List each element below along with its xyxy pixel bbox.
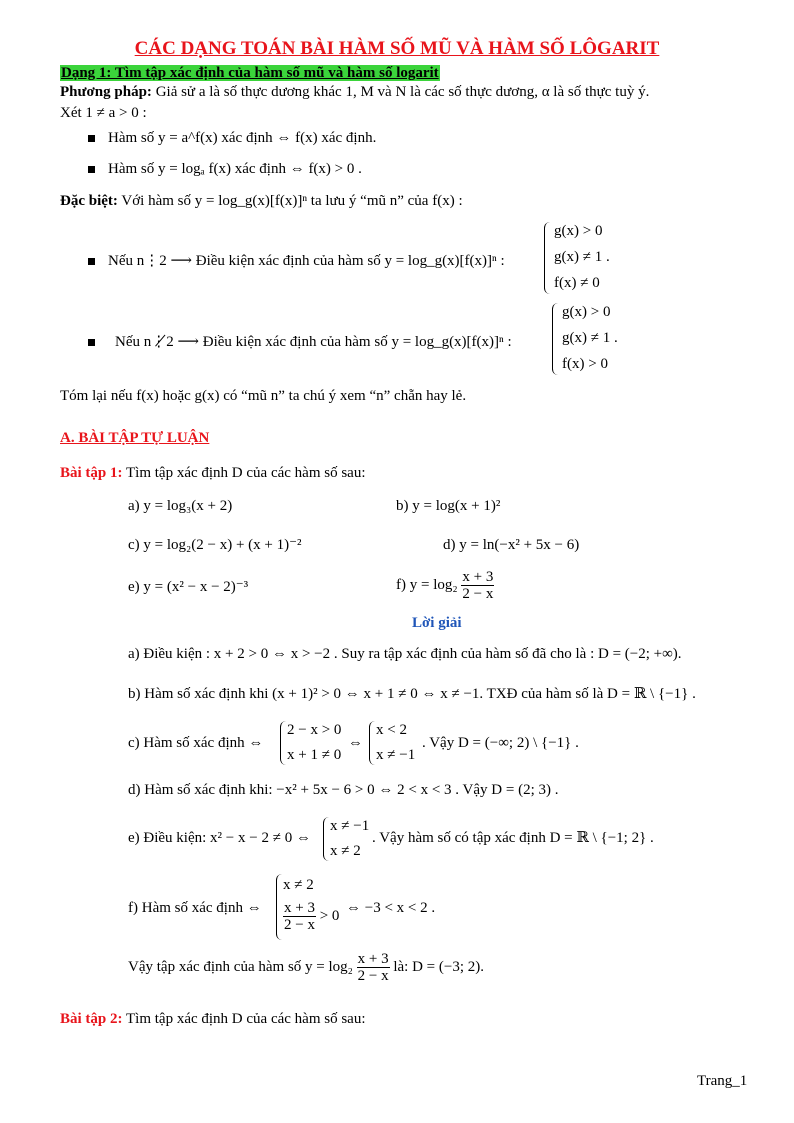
- case-1-condition-1: g(x) > 0: [554, 223, 603, 239]
- case-2-condition-3: f(x) > 0: [562, 356, 608, 372]
- solution-d: d) Hàm số xác định khi: −x² + 5x − 6 > 0 ⇔ 2 < x < 3 . Vậy D = (2; 3) .: [128, 782, 559, 798]
- special-case-1: Nếu n⋮2 ⟶ Điều kiện xác định của hàm số y = log_g(x)[f(x)]ⁿ :: [108, 253, 505, 269]
- method-bullet-2: Hàm số y = logₐ f(x) xác định ⇔ f(x) > 0 .: [108, 161, 362, 177]
- exercise-1-item-d: d) y = ln(−x² + 5x − 6): [443, 537, 580, 553]
- exercise-1-item-f: f) y = log₂ $\frac{x + 3}{2 - x}$: [396, 569, 494, 602]
- page-title: CÁC DẠNG TOÁN BÀI HÀM SỐ MŨ VÀ HÀM SỐ LÔGARIT: [134, 38, 660, 59]
- summary-line: Tóm lại nếu f(x) hoặc g(x) có “mũ n” ta chú ý xem “n” chẵn hay lẻ.: [60, 388, 467, 404]
- dang-1-heading: Dạng 1: Tìm tập xác định của hàm số mũ và hàm số logarit: [61, 65, 439, 81]
- bullet-icon: [88, 166, 95, 173]
- exercise-1-item-e: e) y = (x² − x − 2)⁻³: [128, 579, 249, 595]
- solution-c-condition-4: x ≠ −1: [376, 747, 416, 763]
- exercise-1-item-b: b) y = log(x + 1)²: [396, 498, 501, 514]
- section-a-heading: A. BÀI TẬP TỰ LUẬN: [60, 430, 210, 446]
- solution-f-conclusion: Vậy tập xác định của hàm số y = log₂ $\frac{x + 3}{2 - x}$ là: D = (−3; 2).: [128, 951, 485, 984]
- exercise-1-item-a: a) y = log₃(x + 2): [128, 498, 233, 514]
- solution-e-prefix: e) Điều kiện: x² − x − 2 ≠ 0 ⇔: [128, 830, 311, 846]
- solution-a: a) Điều kiện : x + 2 > 0 ⇔ x > −2 . Suy ra tập xác định của hàm số đã cho là : D = (−2; +∞).: [128, 646, 682, 662]
- page-number: Trang_1: [697, 1073, 748, 1089]
- solution-f-condition-2: $\frac{x + 3}{2 - x}$ > 0: [284, 900, 340, 933]
- brace-icon: [552, 303, 561, 375]
- case-2-condition-2: g(x) ≠ 1 .: [562, 330, 618, 346]
- bullet-icon: [88, 258, 95, 265]
- solution-c-prefix: c) Hàm số xác định ⇔: [128, 735, 264, 751]
- solution-f-result: ⇔ −3 < x < 2 .: [346, 900, 436, 916]
- solution-c-result: . Vậy D = (−∞; 2) \ {−1} .: [422, 735, 579, 751]
- exercise-1-prompt: Bài tập 1: Tìm tập xác định D của các hàm số sau:: [60, 465, 366, 481]
- solution-c-equiv: ⇔: [348, 735, 363, 751]
- exercise-1-item-c: c) y = log₂(2 − x) + (x + 1)⁻²: [128, 537, 302, 553]
- case-1-condition-2: g(x) ≠ 1 .: [554, 249, 610, 265]
- solution-f-prefix: f) Hàm số xác định ⇔: [128, 900, 262, 916]
- case-1-condition-3: f(x) ≠ 0: [554, 275, 600, 291]
- bullet-icon: [88, 339, 95, 346]
- method-line: Phương pháp: Giả sử a là số thực dương khác 1, M và N là các số thực dương, α là số thực tuỳ ý.: [60, 84, 650, 100]
- solution-title: Lời giải: [412, 615, 462, 631]
- solution-c-condition-3: x < 2: [376, 722, 407, 738]
- method-bullet-1: Hàm số y = a^f(x) xác định ⇔ f(x) xác định.: [108, 130, 377, 146]
- solution-c-condition-1: 2 − x > 0: [287, 722, 342, 738]
- special-line: Đặc biệt: Với hàm số y = log_g(x)[f(x)]ⁿ ta lưu ý “mũ n” của f(x) :: [60, 193, 463, 209]
- solution-e-condition-2: x ≠ 2: [330, 843, 361, 859]
- solution-c-condition-2: x + 1 ≠ 0: [287, 747, 342, 763]
- case-2-condition-1: g(x) > 0: [562, 304, 611, 320]
- solution-b: b) Hàm số xác định khi (x + 1)² > 0 ⇔ x + 1 ≠ 0 ⇔ x ≠ −1. TXĐ của hàm số là D = ℝ \ {−1} .: [128, 686, 696, 702]
- method-condition: Xét 1 ≠ a > 0 :: [60, 105, 147, 121]
- exercise-2-prompt: Bài tập 2: Tìm tập xác định D của các hàm số sau:: [60, 1011, 366, 1027]
- brace-icon: [544, 222, 553, 294]
- special-case-2: Nếu n⋮̸2 ⟶ Điều kiện xác định của hàm số y = log_g(x)[f(x)]ⁿ :: [115, 334, 512, 350]
- solution-e-condition-1: x ≠ −1: [330, 818, 370, 834]
- solution-e-result: . Vậy hàm số có tập xác định D = ℝ \ {−1; 2} .: [372, 830, 654, 846]
- solution-f-condition-1: x ≠ 2: [283, 877, 314, 893]
- bullet-icon: [88, 135, 95, 142]
